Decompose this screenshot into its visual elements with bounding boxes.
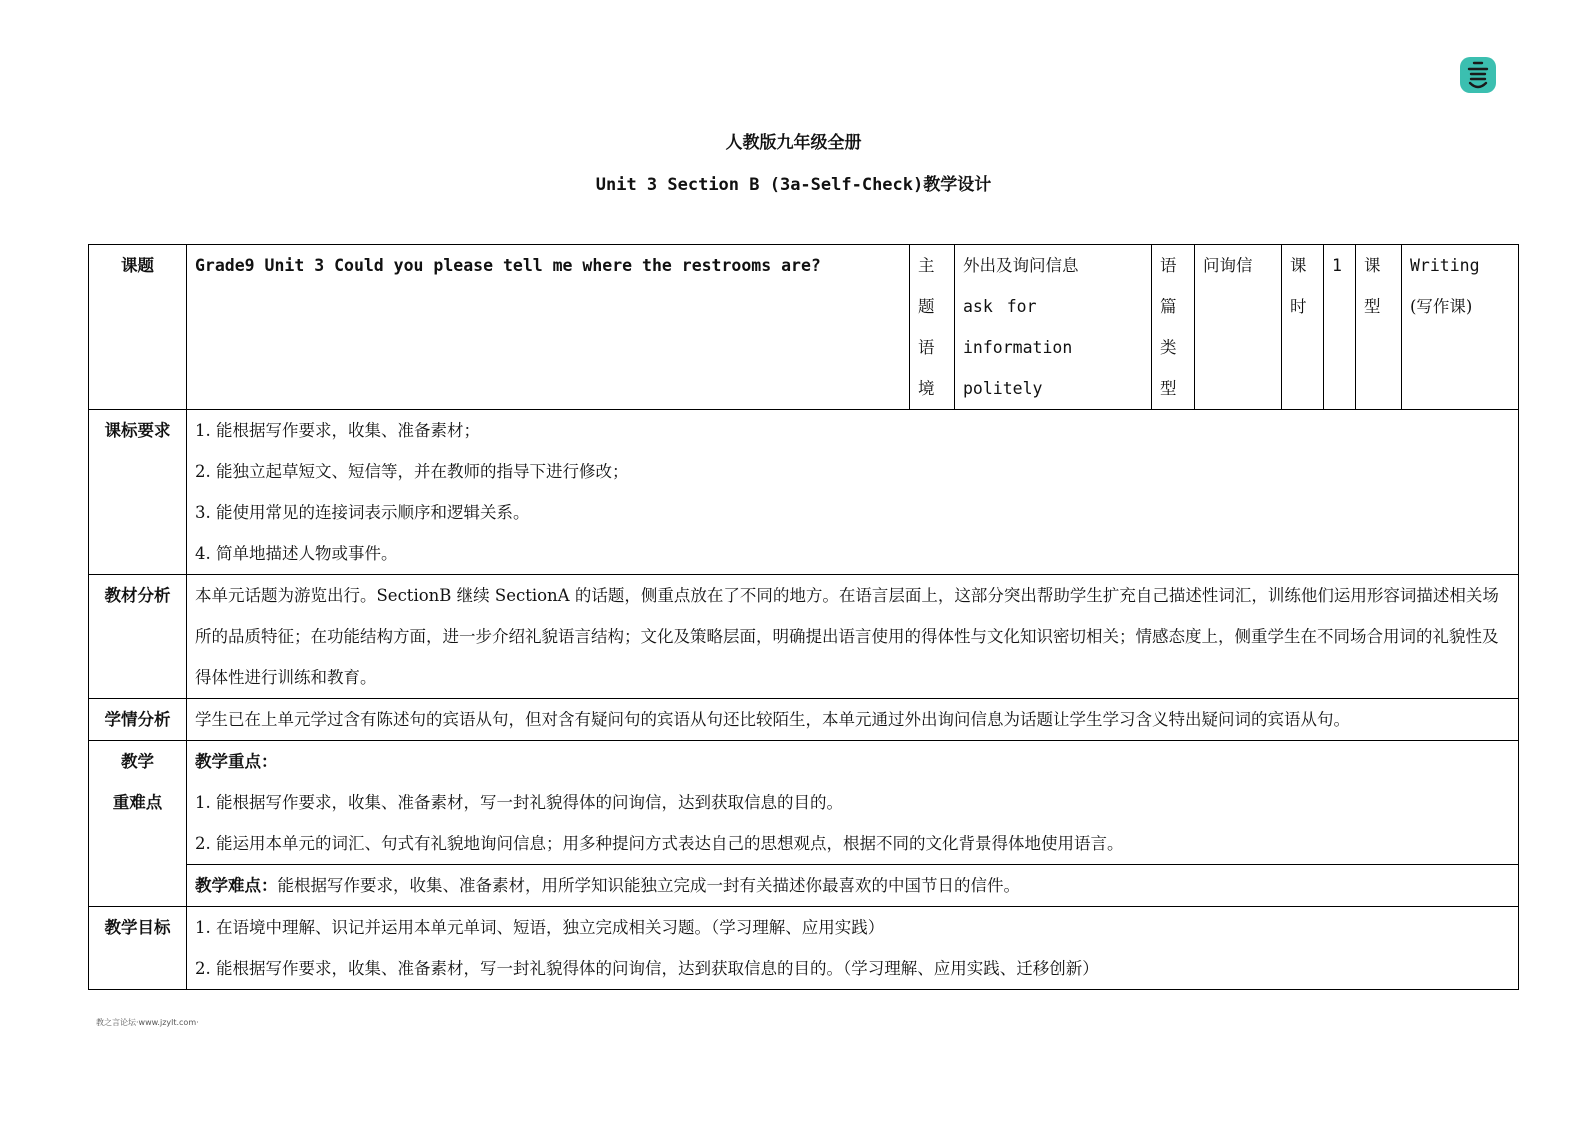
brand-logo-icon (1460, 57, 1496, 93)
label-keypoints: 教学 重难点 (89, 741, 187, 907)
label-period: 课时 (1282, 245, 1324, 410)
difficult-text: 能根据写作要求，收集、准备素材，用所学知识能独立完成一封有关描述你最喜欢的中国节日的信件。 (277, 876, 1020, 895)
genre-value: 问询信 (1195, 245, 1282, 410)
list-item: 1. 在语境中理解、识记并运用本单元单词、短语，独立完成相关习题。（学习理解、应用实践） (195, 918, 885, 937)
row-topic (89, 245, 1519, 410)
label-standards: 课标要求 (89, 410, 187, 575)
row-students (89, 699, 1519, 741)
row-keypoints (89, 741, 1519, 865)
list-item: 2. 能运用本单元的词汇、句式有礼貌地询问信息；用多种提问方式表达自己的思想观点，根据不同的文化背景得体地使用语言。 (195, 834, 1124, 853)
objectives-list (187, 907, 1519, 990)
document-subtitle (0, 170, 1587, 195)
label-topic: 课题 (89, 245, 187, 410)
students-text: 学生已在上单元学过含有陈述句的宾语从句，但对含有疑问句的宾语从句还比较陌生，本单元通过外出询问信息为话题让学生学习含义特出疑问词的宾语从句。 (187, 699, 1519, 741)
label-objectives: 教学目标 (89, 907, 187, 990)
label-genre: 语篇类型 (1152, 245, 1195, 410)
list-item: 4. 简单地描述人物或事件。 (195, 544, 398, 563)
difficult-title: 教学难点： (195, 876, 278, 895)
subtitle-suffix: 教学设计 (923, 175, 992, 195)
topic-text: Grade9 Unit 3 Could you please tell me where the restrooms are? (187, 245, 910, 410)
document-title: 人教版九年级全册 (725, 133, 862, 153)
label-material: 教材分析 (89, 575, 187, 699)
list-item: 2. 能根据写作要求，收集、准备素材，写一封礼貌得体的问询信，达到获取信息的目的。（学习理解、应用实践、迁移创新） (195, 959, 1099, 978)
lesson-plan-table (88, 244, 1519, 990)
material-text: 本单元话题为游览出行。SectionB 继续 SectionA 的话题，侧重点放在了不同的地方。在语言层面上，这部分突出帮助学生扩充自己描述性词汇，训练他们运用形容词描述相关场所的品质特征；在功能结构方面，进一步介绍礼貌语言结构；文化及策略层面，明确提出语言使用的得体性与文化知识密切相关；情感态度上，侧重学生在不同场合用词的礼貌性及得体性进行训练和教育。 (187, 575, 1519, 699)
row-objectives (89, 907, 1519, 990)
keypoints-difficult (187, 865, 1519, 907)
standards-list (187, 410, 1519, 575)
key-title: 教学重点： (195, 752, 278, 771)
list-item: 3. 能使用常见的连接词表示顺序和逻辑关系。 (195, 503, 530, 522)
list-item: 1. 能根据写作要求，收集、准备素材，写一封礼貌得体的问询信，达到获取信息的目的。 (195, 793, 843, 812)
keypoints-key (187, 741, 1519, 865)
row-material (89, 575, 1519, 699)
subtitle-unit: Unit 3 Section B (3a-Self-Check) (595, 175, 924, 195)
footer-text: 教之言论坛·www.jzylt.com· (96, 1018, 199, 1027)
row-difficult (89, 865, 1519, 907)
list-item: 1. 能根据写作要求，收集、准备素材； (195, 421, 480, 440)
list-item: 2. 能独立起草短文、短信等，并在教师的指导下进行修改； (195, 462, 629, 481)
label-theme: 主题语境 (910, 245, 955, 410)
theme-value: 外出及询问信息 ask for information politely (955, 245, 1152, 410)
label-students: 学情分析 (89, 699, 187, 741)
type-value: Writing (写作课) (1402, 245, 1519, 410)
period-value: 1 (1324, 245, 1356, 410)
label-type: 课型 (1356, 245, 1402, 410)
row-standards (89, 410, 1519, 575)
